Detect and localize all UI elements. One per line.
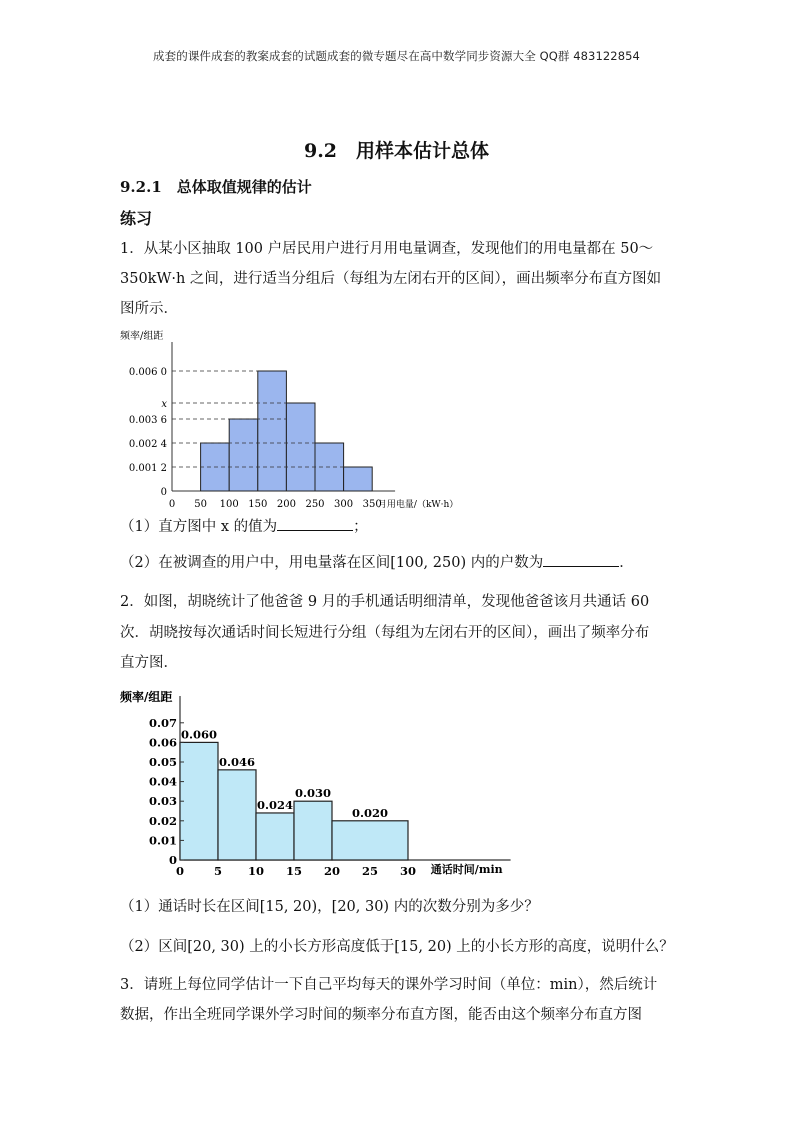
x-tick-label: 200 xyxy=(276,499,296,510)
x-tick-label: 0 xyxy=(168,499,176,510)
y-tick-label: 0.06 xyxy=(148,735,177,750)
x-tick-label: 25 xyxy=(361,864,379,878)
x-tick-label: 100 xyxy=(219,499,239,510)
x-tick-label: 50 xyxy=(194,499,207,510)
bar-data-label: 0.060 xyxy=(180,727,218,742)
x-axis-label: 月用电量/（kW·h） xyxy=(377,500,459,510)
q3-text-line1: 3．请班上每位同学估计一下自己平均每天的课外学习时间（单位：min），然后统计 xyxy=(120,977,658,993)
y-tick-label: 0.05 xyxy=(148,755,177,769)
q2-text-line3: 直方图． xyxy=(120,655,178,671)
y-tick-label: 0.02 xyxy=(148,813,177,828)
histogram-bar xyxy=(258,371,287,491)
histogram-bar xyxy=(229,419,258,491)
q2-sub2: （2）区间[20, 30) 上的小长方形高度低于[15, 20) 上的小长方形的高度，说明什么？ xyxy=(120,939,674,955)
histogram-bar xyxy=(256,813,294,860)
q1-sub2-suffix: ． xyxy=(619,555,634,571)
q1-sub2 xyxy=(120,548,680,578)
y-tick-label: 0.003 6 xyxy=(128,415,167,426)
bar-data-label: 0.030 xyxy=(294,786,332,801)
x-tick-label: 30 xyxy=(399,864,417,878)
y-tick-label: 0 xyxy=(168,853,177,867)
page-title: 9.2 用样本估计总体 xyxy=(303,140,490,162)
x-tick-label: 250 xyxy=(305,499,325,510)
electricity-histogram xyxy=(118,324,518,514)
q2-text-line1: 2．如图，胡晓统计了他爸爸 9 月的手机通话明细清单，发现他爸爸该月共通话 60 xyxy=(120,594,650,610)
q1-sub1-suffix: ； xyxy=(353,519,368,535)
histogram-bar xyxy=(218,770,256,860)
q2-sub1: （1）通话时长在区间[15, 20)，[20, 30) 内的次数分别为多少？ xyxy=(120,899,539,915)
histogram-bar xyxy=(332,821,408,860)
q3-text-line2: 数据，作出全班同学课外学习时间的频率分布直方图，能否由这个频率分布直方图 xyxy=(120,1007,642,1023)
bar-data-label: 0.020 xyxy=(351,805,389,820)
x-tick-label: 350 xyxy=(362,499,382,510)
y-tick-label: 0.04 xyxy=(148,774,177,789)
y-tick-label: 0 xyxy=(160,487,167,498)
x-tick-label: 300 xyxy=(334,499,354,510)
q1-answer-blank-2[interactable] xyxy=(543,552,619,567)
x-tick-label: 15 xyxy=(285,864,303,878)
q1-sub1 xyxy=(120,512,680,542)
x-axis-label: 通话时间/min xyxy=(430,863,503,876)
q1-text-line3: 图所示． xyxy=(120,301,178,317)
x-tick-label: 5 xyxy=(213,864,223,878)
bar-data-label: 0.024 xyxy=(256,797,294,812)
y-axis-label: 频率/组距 xyxy=(120,331,164,342)
page-header: 成套的课件成套的教案成套的试题成套的微专题尽在高中数学同步资源大全 QQ群 483122854 xyxy=(153,49,640,63)
y-axis-label: 频率/组距 xyxy=(120,690,173,704)
q1-text-line2: 350kW·h 之间，进行适当分组后（每组为左闭右开的区间），画出频率分布直方图如 xyxy=(120,271,662,287)
y-tick-label: 0.006 0 xyxy=(128,367,167,378)
q1-answer-blank-1[interactable] xyxy=(277,516,353,531)
x-tick-label: 10 xyxy=(247,864,265,878)
histogram-bar xyxy=(180,742,218,860)
call-time-histogram xyxy=(118,682,518,878)
y-tick-label: 0.001 2 xyxy=(128,463,167,474)
practice-heading: 练习 xyxy=(120,209,153,228)
q1-sub2-prefix: （2）在被调查的用户中，用电量落在区间[100, 250) 内的户数为 xyxy=(120,555,544,571)
x-tick-label: 150 xyxy=(248,499,268,510)
y-tick-label: 0.01 xyxy=(148,833,177,848)
histogram-bar xyxy=(286,403,315,491)
y-tick-label: 0.07 xyxy=(148,715,177,730)
section-title: 9.2.1 总体取值规律的估计 xyxy=(120,178,312,196)
histogram-bar xyxy=(294,801,332,860)
x-tick-label: 20 xyxy=(323,864,341,878)
q2-text-line2: 次．胡晓按每次通话时间长短进行分组（每组为左闭右开的区间），画出了频率分布 xyxy=(120,625,650,641)
q1-text-line1: 1．从某小区抽取 100 户居民用户进行月用电量调查，发现他们的用电量都在 50～ xyxy=(120,241,654,257)
q1-sub1-prefix: （1）直方图中 x 的值为 xyxy=(120,519,278,535)
y-tick-label: x xyxy=(161,399,167,410)
histogram-bar xyxy=(344,467,373,491)
y-tick-label: 0.03 xyxy=(148,794,177,809)
bar-data-label: 0.046 xyxy=(218,754,256,769)
y-tick-label: 0.002 4 xyxy=(128,439,167,450)
x-tick-label: 0 xyxy=(175,864,185,878)
